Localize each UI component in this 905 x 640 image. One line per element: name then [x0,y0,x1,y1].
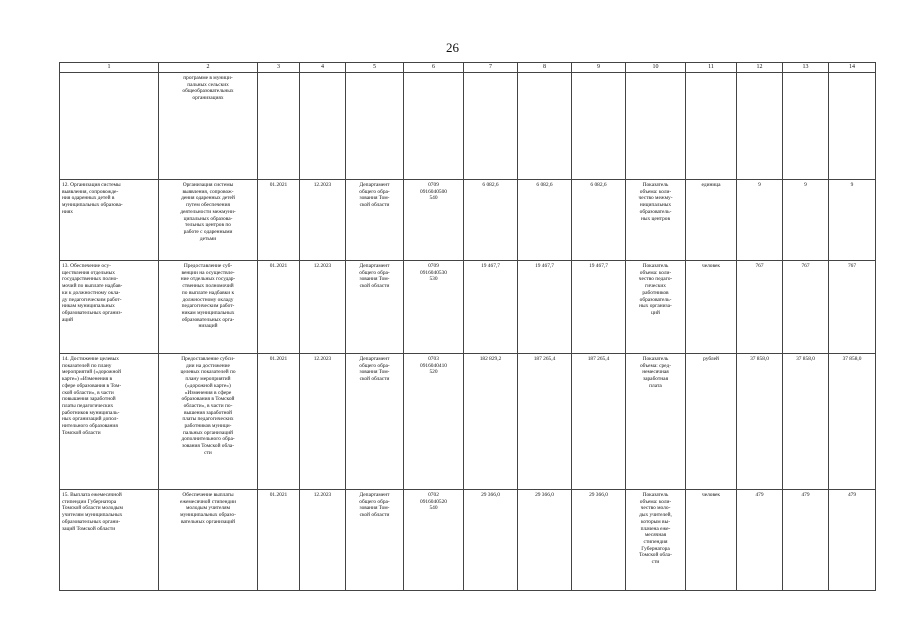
table-cell: 12.2023 [300,180,346,261]
table-cell: 14. Достижение целевых показателей по плану мероприятий («дорожной карте») «Изменения в сфере образования в Том- ской области», в части повышения заработной платы педагогических работников муниципаль- ных организаций допол- нительного образования Томской области [60,354,159,490]
column-header: 14 [829,63,876,73]
table-cell [626,73,686,180]
table-cell: Предоставление субси- дии на достижение целевых показателей по плану мероприятий («дорожной карте») «Изменения в сфере образования в Томской области», в части по- вышения заработной платы педагогических работников муници- пальных организаций дополнительного обра- зования Томской обла- сти [159,354,258,490]
table-cell: 15. Выплата ежемесячной стипендии Губернатора Томской области молодым учителям муниципальных образовательных органи- заций Томской области [60,490,159,591]
table-cell: 767 [737,261,783,354]
table-cell: Показатель объема: коли- чество межму- ниципальных образователь- ных центров [626,180,686,261]
table-cell [737,73,783,180]
table-cell: 12.2023 [300,354,346,490]
table-cell: 19 467,7 [464,261,518,354]
table-cell: программе в муници- пальных сельских общеобразовательных организациях [159,73,258,180]
table-cell: 01.2021 [258,490,300,591]
table-cell: 479 [737,490,783,591]
table-cell [258,73,300,180]
table-cell: единица [686,180,737,261]
table-cell: 37 858,0 [737,354,783,490]
column-header: 7 [464,63,518,73]
column-header: 5 [346,63,404,73]
table-cell [464,73,518,180]
table-cell: 6 082,6 [518,180,572,261]
table-cell: человек [686,261,737,354]
column-header: 3 [258,63,300,73]
table-cell: Департамент общего обра- зования Том- ской области [346,180,404,261]
table-cell: рублей [686,354,737,490]
table-cell [300,73,346,180]
table-cell: Показатель объема: сред- немесячная заработная плата [626,354,686,490]
table-cell: 29 366,0 [518,490,572,591]
table-cell: Показатель объема: коли- чество моло- дых учителей, которым вы- плачена еже- месячная стипендия Губернатора Томской обла- сти [626,490,686,591]
table-cell: 0703 0916040410 520 [404,354,464,490]
program-table [59,62,876,591]
table-cell: 13. Обеспечение осу- ществления отдельных государственных полно- мочий по выплате надбав- ки к должностному окла- ду педагогическим работ- никам муниципальных образовательных организ- aций [60,261,159,354]
table-cell: 6 082,6 [464,180,518,261]
table-cell: 182 829,2 [464,354,518,490]
table-cell: 187 265,4 [518,354,572,490]
table-cell: 0709 0916040530 530 [404,261,464,354]
table-row [60,180,876,261]
table-cell: 19 467,7 [518,261,572,354]
column-header: 13 [783,63,829,73]
table-cell [404,73,464,180]
column-header: 10 [626,63,686,73]
table-row [60,490,876,591]
table-cell [60,73,159,180]
table-cell: 9 [783,180,829,261]
table-cell: Департамент общего обра- зования Том- ской области [346,490,404,591]
header-row [60,63,876,73]
column-header: 6 [404,63,464,73]
table-cell: Обеспечение выплаты ежемесячной стипендии молодым учителям муниципальных образо- вательных организаций [159,490,258,591]
page-number: 26 [446,40,459,55]
table-cell: 479 [783,490,829,591]
column-header: 2 [159,63,258,73]
table-cell: Показатель объема: коли- чество педаго- гических работников образователь- ных организа- ций [626,261,686,354]
table-cell: 01.2021 [258,261,300,354]
column-header: 12 [737,63,783,73]
table-cell: Предоставление суб- венции на осуществле- ние отдельных государ- ственных полномочий по выплате надбавки к должностному окладу педагогическим работ- никам муниципальных образовательных орга- низаций [159,261,258,354]
table-cell: 187 265,4 [572,354,626,490]
table-cell: 29 366,0 [464,490,518,591]
table-cell [572,73,626,180]
table-cell: 767 [783,261,829,354]
table-row [60,354,876,490]
table-cell: Департамент общего обра- зования Том- ской области [346,261,404,354]
table-cell: 0702 0916040520 540 [404,490,464,591]
table-cell: 767 [829,261,876,354]
table-cell: Организация системы выявления, сопровож- дения одаренных детей путем обеспечения деятельности межмуни- ципальных образова- тельных центров по работе с одаренными детьми [159,180,258,261]
column-header: 9 [572,63,626,73]
column-header: 4 [300,63,346,73]
table-cell [686,73,737,180]
table-cell: 01.2021 [258,354,300,490]
table-cell: 0709 0916040500 540 [404,180,464,261]
table-cell: 19 467,7 [572,261,626,354]
table-cell: 12.2023 [300,490,346,591]
table-cell [518,73,572,180]
column-header: 8 [518,63,572,73]
column-header: 1 [60,63,159,73]
table-cell: Департамент общего обра- зования Том- ской области [346,354,404,490]
table-cell: 37 858,0 [783,354,829,490]
table-cell: 01.2021 [258,180,300,261]
table-cell [829,73,876,180]
table-row [60,261,876,354]
table-cell: 479 [829,490,876,591]
table-row [60,73,876,180]
column-header: 11 [686,63,737,73]
table-cell: 29 366,0 [572,490,626,591]
table-cell: 12.2023 [300,261,346,354]
table-cell: 6 082,6 [572,180,626,261]
table-cell: 9 [737,180,783,261]
table-cell: 9 [829,180,876,261]
table-cell [783,73,829,180]
table-cell: человек [686,490,737,591]
table-cell: 12. Организация системы выявления, сопровожде- ния одаренных детей в муниципальных образова- ниях [60,180,159,261]
table-cell [346,73,404,180]
table-cell: 37 858,0 [829,354,876,490]
